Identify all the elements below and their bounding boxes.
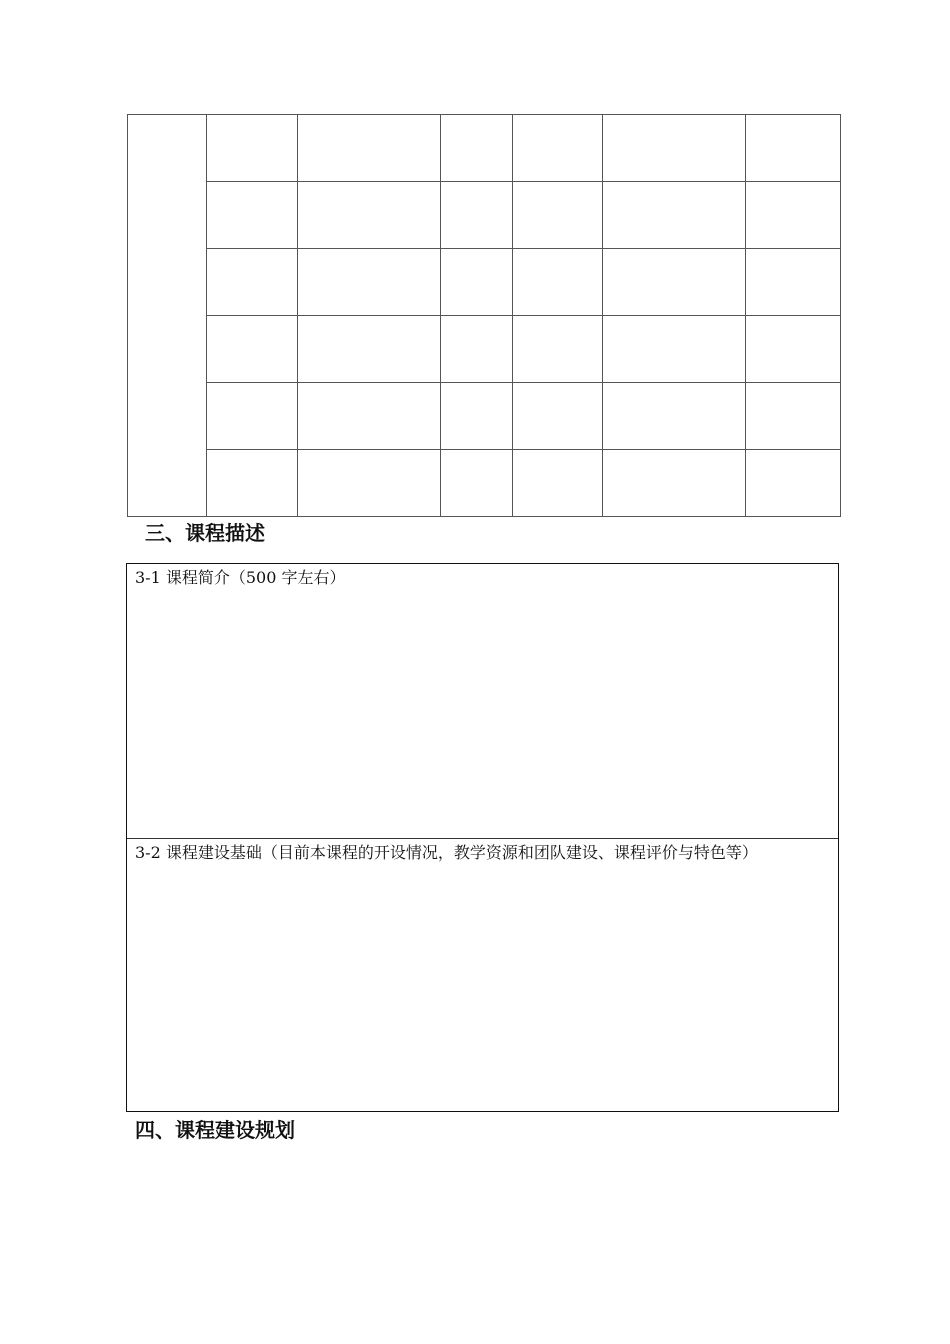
table-cell[interactable] [746,249,841,316]
table-cell[interactable] [298,383,441,450]
table-row [128,182,841,249]
table-cell[interactable] [513,182,603,249]
table-cell[interactable] [207,182,298,249]
table-cell[interactable] [603,383,746,450]
table-cell[interactable] [603,450,746,517]
table-row [128,316,841,383]
table-cell[interactable] [207,383,298,450]
section-4-heading: 四、课程建设规划 [135,1118,295,1142]
table-cell[interactable] [298,316,441,383]
table-cell[interactable] [441,249,513,316]
table-cell[interactable] [746,383,841,450]
table-cell[interactable] [513,383,603,450]
table-cell[interactable] [441,316,513,383]
table-cell[interactable] [441,450,513,517]
table-cell[interactable] [603,115,746,182]
section-3-heading: 三、课程描述 [145,521,265,545]
table-row [128,450,841,517]
table-cell[interactable] [207,249,298,316]
table-cell[interactable] [603,316,746,383]
table-cell[interactable] [298,182,441,249]
table-cell[interactable] [441,182,513,249]
course-intro-label: 3-1 课程简介（500 字左右） [135,568,346,587]
table-row [128,115,841,182]
table-row [128,383,841,450]
table-cell[interactable] [441,383,513,450]
table-cell[interactable] [298,115,441,182]
team-members-table [127,114,841,517]
table-cell[interactable] [298,450,441,517]
table-cell[interactable] [207,115,298,182]
table-cell[interactable] [513,450,603,517]
course-intro-field[interactable] [127,564,838,839]
table-row [128,249,841,316]
table-cell[interactable] [513,316,603,383]
table-cell[interactable] [603,182,746,249]
table-cell[interactable] [746,182,841,249]
table-cell[interactable] [513,115,603,182]
course-description-box [126,563,839,1112]
table-cell[interactable] [603,249,746,316]
table-cell[interactable] [207,316,298,383]
table-cell[interactable] [746,450,841,517]
table-cell[interactable] [746,316,841,383]
course-basis-field[interactable] [127,839,838,1111]
merged-category-cell [128,115,207,517]
table-cell[interactable] [513,249,603,316]
table-cell[interactable] [746,115,841,182]
table-cell[interactable] [441,115,513,182]
table-cell[interactable] [298,249,441,316]
course-basis-label: 3-2 课程建设基础（目前本课程的开设情况，教学资源和团队建设、课程评价与特色等） [135,843,758,862]
table-cell[interactable] [207,450,298,517]
